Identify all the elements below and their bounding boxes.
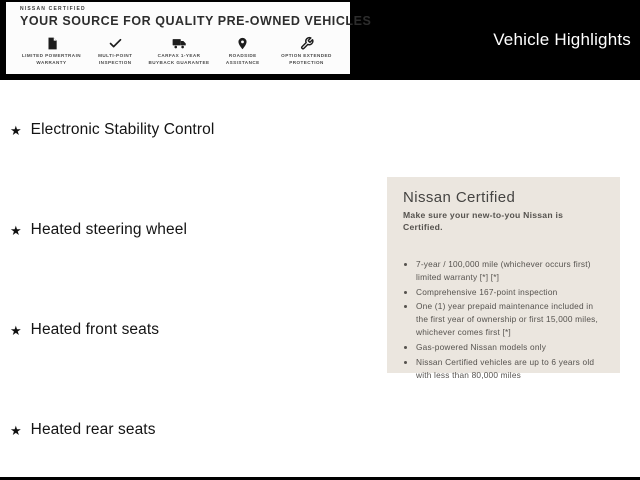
feature-label: Heated front seats bbox=[30, 321, 160, 338]
feature-item bbox=[10, 421, 156, 439]
feature-item bbox=[10, 121, 214, 139]
feature-label: Heated rear seats bbox=[30, 421, 156, 438]
benefit-label: OPTION EXTENDED PROTECTION bbox=[281, 53, 332, 65]
benefits-row bbox=[20, 35, 338, 67]
feature-item bbox=[10, 221, 187, 239]
panel-bullet: • One (1) year prepaid maintenance included in the first year of ownership or first 15,000 miles, whichever comes first [*] bbox=[416, 300, 606, 339]
star-icon: ★ bbox=[10, 122, 22, 138]
panel-title: Nissan Certified bbox=[403, 189, 516, 206]
banner-brand-label: NISSAN CERTIFIED bbox=[20, 6, 86, 12]
star-icon: ★ bbox=[10, 322, 22, 338]
feature-label: Heated steering wheel bbox=[30, 221, 187, 238]
truck-icon bbox=[171, 35, 188, 51]
benefit-label: MULTI-POINT INSPECTION bbox=[98, 53, 133, 65]
banner-headline: YOUR SOURCE FOR QUALITY PRE-OWNED VEHICLES bbox=[20, 14, 372, 28]
benefit-inspection bbox=[84, 35, 147, 67]
page-title: Vehicle Highlights bbox=[493, 30, 631, 49]
panel-bullet: • Comprehensive 167-point inspection bbox=[416, 286, 606, 299]
benefit-roadside bbox=[211, 35, 274, 67]
panel-subtitle: Make sure your new-to-you Nissan is Certified. bbox=[403, 210, 564, 233]
benefit-label: LIMITED POWERTRAIN WARRANTY bbox=[21, 53, 82, 65]
panel-bullet-list bbox=[403, 258, 606, 382]
pin-icon bbox=[236, 35, 249, 51]
nissan-certified-panel bbox=[387, 177, 620, 380]
benefit-powertrain-warranty bbox=[20, 35, 83, 67]
panel-bullet: • 7-year / 100,000 mile (whichever occurs first) limited warranty [*] [*] bbox=[416, 258, 606, 284]
check-icon bbox=[107, 35, 124, 51]
star-icon: ★ bbox=[10, 222, 22, 238]
wrench-icon bbox=[300, 35, 314, 51]
panel-bullet: • Gas-powered Nissan models only bbox=[416, 341, 606, 354]
panel-bullet: • Nissan Certified vehicles are up to 6 years old with less than 80,000 miles bbox=[416, 356, 606, 382]
benefit-buyback bbox=[148, 35, 211, 67]
benefit-label: CARFAX 1-YEAR BUYBACK GUARANTEE bbox=[148, 53, 210, 65]
certified-banner bbox=[6, 2, 372, 74]
benefit-extended-protection bbox=[275, 35, 338, 67]
feature-item bbox=[10, 321, 159, 339]
benefit-label: ROADSIDE ASSISTANCE bbox=[225, 53, 260, 65]
document-icon bbox=[45, 35, 59, 51]
feature-label: Electronic Stability Control bbox=[30, 121, 215, 138]
star-icon: ★ bbox=[10, 422, 22, 438]
